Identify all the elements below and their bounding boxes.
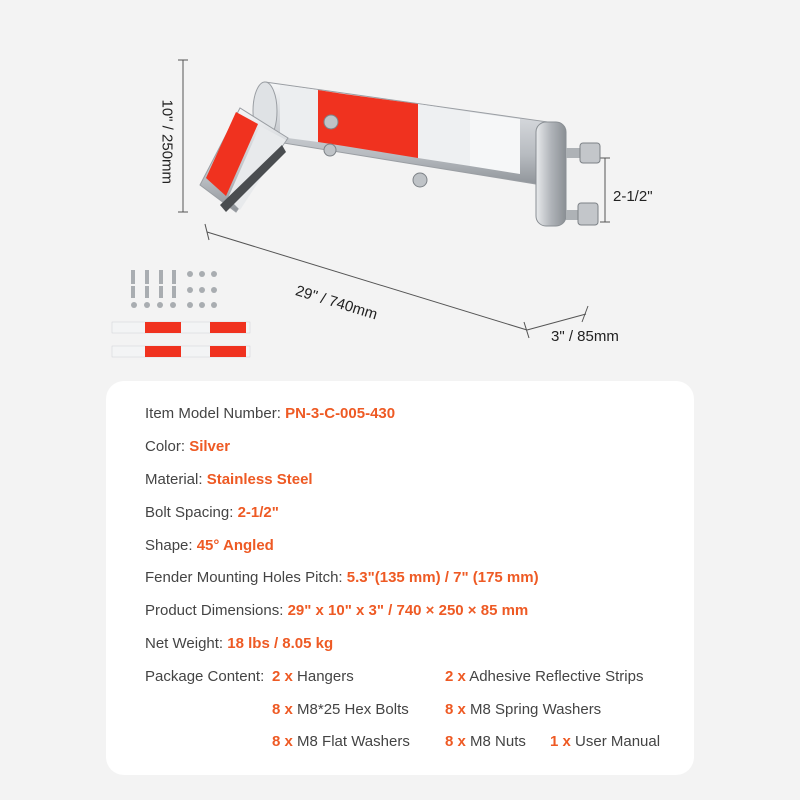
bolt-spacing-dimension-label: 2-1/2" <box>613 188 653 205</box>
spec-material <box>145 471 313 488</box>
spec-label: Material: <box>145 471 203 488</box>
spec-label: Bolt Spacing: <box>145 504 234 521</box>
spec-label: Net Weight: <box>145 635 224 652</box>
spec-bolt-spacing <box>145 504 279 521</box>
spec-value: Silver <box>189 438 231 455</box>
spec-color <box>145 438 230 455</box>
spec-label: Item Model Number: <box>145 405 281 422</box>
specifications-card <box>106 381 694 775</box>
spec-value: 45° Angled <box>196 537 274 554</box>
spec-value: Stainless Steel <box>206 471 313 488</box>
package-item: 8 x M8*25 Hex Bolts <box>272 701 409 718</box>
spec-label: Color: <box>145 438 186 455</box>
package-item: 8 x M8 Flat Washers <box>272 733 410 750</box>
package-item: 2 x Hangers <box>272 668 354 685</box>
spec-product-dimensions <box>145 602 528 619</box>
spec-value: 18 lbs / 8.05 kg <box>227 635 334 652</box>
package-item: 8 x M8 Spring Washers <box>445 701 602 718</box>
spec-value: 2-1/2" <box>237 504 279 521</box>
length-dimension-label: 29" / 740mm <box>293 282 380 324</box>
depth-dimension-label: 3" / 85mm <box>551 328 619 345</box>
height-dimension-label: 10" / 250mm <box>158 99 176 185</box>
package-item: 1 x User Manual <box>550 733 661 750</box>
product-illustration-area <box>0 0 800 380</box>
spec-shape <box>145 537 274 554</box>
spec-value: 5.3"(135 mm) / 7" (175 mm) <box>346 569 539 586</box>
package-contents-thumbnail <box>112 270 250 357</box>
package-item: 2 x Adhesive Reflective Strips <box>445 668 644 685</box>
spec-value: PN-3-C-005-430 <box>285 405 396 422</box>
spec-model-number <box>145 405 395 422</box>
spec-label: Product Dimensions: <box>145 602 284 619</box>
spec-label: Shape: <box>145 537 193 554</box>
spec-value: 29" x 10" x 3" / 740 × 250 × 85 mm <box>287 602 529 619</box>
spec-mounting-holes-pitch <box>145 569 539 586</box>
spec-net-weight <box>145 635 333 652</box>
mounting-stud-top <box>566 143 600 163</box>
fender-hanger-illustration <box>0 0 800 380</box>
package-item: 8 x M8 Nuts <box>445 733 526 750</box>
spec-label: Fender Mounting Holes Pitch: <box>145 569 343 586</box>
package-content-label: Package Content: <box>145 668 265 685</box>
hanger-main-tube <box>253 82 600 226</box>
mounting-stud-bottom <box>566 203 598 225</box>
